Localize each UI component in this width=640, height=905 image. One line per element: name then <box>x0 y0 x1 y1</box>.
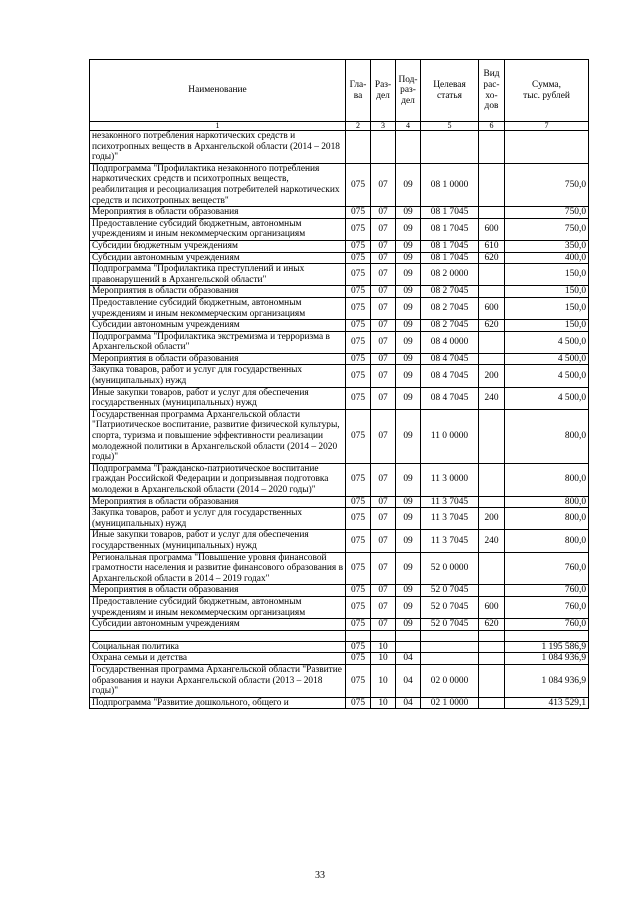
row-glava: 075 <box>346 240 371 252</box>
row-name: Предоставление субсидий бюджетным, автономным учреждениям и иным некоммерческим организациям <box>90 297 346 319</box>
row-podrazdel: 09 <box>396 508 421 530</box>
row-name: Мероприятия в области образования <box>90 207 346 219</box>
row-sum: 1 084 936,9 <box>505 653 589 665</box>
row-target: 52 0 0000 <box>421 552 479 585</box>
row-razdel: 07 <box>371 163 396 206</box>
row-podrazdel: 09 <box>396 409 421 463</box>
table-row <box>90 131 589 164</box>
row-glava: 075 <box>346 331 371 353</box>
row-razdel: 07 <box>371 218 396 240</box>
row-target: 08 4 7045 <box>421 365 479 387</box>
row-name: Государственная программа Архангельской области "Патриотическое воспитание, развитие физической культуры, спорта, туризма и повышение эффективности реализации молодежной политики в Архангельской области (2014 – 2020 годы)" <box>90 409 346 463</box>
row-razdel: 07 <box>371 252 396 264</box>
row-vid: 240 <box>479 530 505 552</box>
row-name: Мероприятия в области образования <box>90 286 346 298</box>
row-razdel <box>371 131 396 164</box>
row-glava: 075 <box>346 463 371 496</box>
table-row <box>90 240 589 252</box>
row-podrazdel <box>396 641 421 653</box>
table-row <box>90 653 589 665</box>
row-vid <box>479 664 505 697</box>
row-sum: 750,0 <box>505 207 589 219</box>
row-target: 11 3 7045 <box>421 508 479 530</box>
row-razdel: 10 <box>371 653 396 665</box>
table-row <box>90 365 589 387</box>
row-razdel: 07 <box>371 240 396 252</box>
row-name: Подпрограмма "Профилактика незаконного потребления наркотических средств и психотропных веществ, реабилитация и ресоциализация потребителей наркотических средств и психотропных веществ" <box>90 163 346 206</box>
row-sum: 4 500,0 <box>505 387 589 409</box>
table-row <box>90 252 589 264</box>
row-glava: 075 <box>346 496 371 508</box>
row-name: Мероприятия в области образования <box>90 585 346 597</box>
header-sum: Сумма, тыс. рублей <box>505 60 589 122</box>
table-row <box>90 585 589 597</box>
table-row <box>90 320 589 332</box>
row-razdel: 07 <box>371 353 396 365</box>
row-name <box>90 630 346 641</box>
row-name: Мероприятия в области образования <box>90 496 346 508</box>
row-name: незаконного потребления наркотических средств и психотропных веществ в Архангельской области (2014 – 2018 годы)" <box>90 131 346 164</box>
row-podrazdel: 09 <box>396 496 421 508</box>
row-name: Субсидии бюджетным учреждениям <box>90 240 346 252</box>
row-podrazdel: 09 <box>396 552 421 585</box>
row-target: 08 1 7045 <box>421 207 479 219</box>
header-target: Целевая статья <box>421 60 479 122</box>
row-podrazdel: 09 <box>396 286 421 298</box>
row-glava: 075 <box>346 641 371 653</box>
row-glava: 075 <box>346 297 371 319</box>
row-razdel: 07 <box>371 365 396 387</box>
row-sum: 800,0 <box>505 530 589 552</box>
row-razdel: 07 <box>371 508 396 530</box>
row-sum: 760,0 <box>505 585 589 597</box>
row-razdel: 07 <box>371 286 396 298</box>
row-podrazdel: 09 <box>396 596 421 618</box>
table-row <box>90 641 589 653</box>
table-row <box>90 496 589 508</box>
row-vid <box>479 409 505 463</box>
table-row <box>90 264 589 286</box>
row-target: 02 0 0000 <box>421 664 479 697</box>
row-sum: 150,0 <box>505 264 589 286</box>
row-glava: 075 <box>346 207 371 219</box>
column-number: 7 <box>505 122 589 131</box>
row-glava: 075 <box>346 653 371 665</box>
row-name: Закупка товаров, работ и услуг для государственных (муниципальных) нужд <box>90 508 346 530</box>
table-row <box>90 207 589 219</box>
row-glava: 075 <box>346 218 371 240</box>
row-sum: 4 500,0 <box>505 365 589 387</box>
row-target: 08 1 7045 <box>421 252 479 264</box>
row-vid <box>479 463 505 496</box>
row-razdel: 07 <box>371 552 396 585</box>
row-razdel: 07 <box>371 596 396 618</box>
table-row <box>90 630 589 641</box>
row-razdel: 07 <box>371 530 396 552</box>
row-vid <box>479 653 505 665</box>
row-vid: 200 <box>479 508 505 530</box>
row-glava: 075 <box>346 286 371 298</box>
row-podrazdel: 09 <box>396 320 421 332</box>
row-name: Подпрограмма "Развитие дошкольного, общего и <box>90 697 346 709</box>
row-glava: 075 <box>346 530 371 552</box>
row-sum: 400,0 <box>505 252 589 264</box>
row-podrazdel: 04 <box>396 653 421 665</box>
row-sum: 760,0 <box>505 552 589 585</box>
row-glava: 075 <box>346 409 371 463</box>
row-sum <box>505 131 589 164</box>
row-podrazdel: 09 <box>396 240 421 252</box>
row-target: 11 0 0000 <box>421 409 479 463</box>
row-vid <box>479 630 505 641</box>
row-podrazdel: 09 <box>396 264 421 286</box>
row-sum: 750,0 <box>505 163 589 206</box>
row-glava: 075 <box>346 264 371 286</box>
row-podrazdel <box>396 131 421 164</box>
row-sum: 800,0 <box>505 508 589 530</box>
header-glava: Гла- ва <box>346 60 371 122</box>
row-target: 08 4 7045 <box>421 353 479 365</box>
row-name: Субсидии автономным учреждениям <box>90 320 346 332</box>
row-sum: 350,0 <box>505 240 589 252</box>
row-vid: 200 <box>479 365 505 387</box>
row-razdel: 07 <box>371 496 396 508</box>
row-vid: 600 <box>479 218 505 240</box>
row-name: Предоставление субсидий бюджетным, автономным учреждениям и иным некоммерческим организациям <box>90 218 346 240</box>
row-name: Подпрограмма "Профилактика преступлений и иных правонарушений в Архангельской области" <box>90 264 346 286</box>
row-name: Субсидии автономным учреждениям <box>90 619 346 631</box>
column-number: 2 <box>346 122 371 131</box>
table-row <box>90 552 589 585</box>
row-podrazdel: 09 <box>396 619 421 631</box>
row-target: 52 0 7045 <box>421 619 479 631</box>
row-name: Государственная программа Архангельской области "Развитие образования и науки Архангельской области (2013 – 2018 годы)" <box>90 664 346 697</box>
row-sum: 4 500,0 <box>505 331 589 353</box>
row-razdel: 07 <box>371 463 396 496</box>
table-row <box>90 596 589 618</box>
row-vid <box>479 131 505 164</box>
row-target: 11 3 7045 <box>421 496 479 508</box>
row-target: 08 2 7045 <box>421 286 479 298</box>
row-glava: 075 <box>346 619 371 631</box>
table-header <box>90 60 589 131</box>
row-name: Иные закупки товаров, работ и услуг для обеспечения государственных (муниципальных) нужд <box>90 387 346 409</box>
row-podrazdel: 09 <box>396 163 421 206</box>
row-sum: 4 500,0 <box>505 353 589 365</box>
row-vid <box>479 585 505 597</box>
row-glava: 075 <box>346 664 371 697</box>
row-name: Подпрограмма "Гражданско-патриотическое воспитание граждан Российской Федерации и допризывная подготовка молодежи в Архангельской области (2014 – 2020 годы)" <box>90 463 346 496</box>
header-podrazdel: Под- раз- дел <box>396 60 421 122</box>
row-podrazdel: 09 <box>396 353 421 365</box>
row-vid: 600 <box>479 596 505 618</box>
column-number: 3 <box>371 122 396 131</box>
table-row <box>90 697 589 709</box>
row-glava: 075 <box>346 252 371 264</box>
row-sum: 750,0 <box>505 218 589 240</box>
row-name: Охрана семьи и детства <box>90 653 346 665</box>
row-vid <box>479 163 505 206</box>
row-razdel: 07 <box>371 387 396 409</box>
row-glava: 075 <box>346 585 371 597</box>
row-vid <box>479 697 505 709</box>
row-podrazdel: 09 <box>396 585 421 597</box>
row-podrazdel: 04 <box>396 664 421 697</box>
row-podrazdel: 09 <box>396 297 421 319</box>
row-sum: 760,0 <box>505 619 589 631</box>
column-number: 1 <box>90 122 346 131</box>
column-number: 5 <box>421 122 479 131</box>
table-row <box>90 331 589 353</box>
row-sum: 150,0 <box>505 297 589 319</box>
table-row <box>90 286 589 298</box>
row-razdel: 07 <box>371 585 396 597</box>
row-podrazdel: 09 <box>396 331 421 353</box>
row-sum: 800,0 <box>505 496 589 508</box>
row-name: Мероприятия в области образования <box>90 353 346 365</box>
row-target: 02 1 0000 <box>421 697 479 709</box>
table-row <box>90 353 589 365</box>
row-vid <box>479 353 505 365</box>
row-target: 08 2 7045 <box>421 297 479 319</box>
row-glava: 075 <box>346 365 371 387</box>
header-row <box>90 60 589 122</box>
column-number: 6 <box>479 122 505 131</box>
row-target <box>421 630 479 641</box>
row-glava <box>346 630 371 641</box>
budget-table <box>89 59 589 709</box>
row-name: Иные закупки товаров, работ и услуг для обеспечения государственных (муниципальных) нужд <box>90 530 346 552</box>
row-target: 08 4 7045 <box>421 387 479 409</box>
row-target: 08 2 7045 <box>421 320 479 332</box>
row-razdel: 10 <box>371 641 396 653</box>
row-glava: 075 <box>346 552 371 585</box>
row-sum: 760,0 <box>505 596 589 618</box>
row-name: Социальная политика <box>90 641 346 653</box>
row-glava: 075 <box>346 508 371 530</box>
table-row <box>90 664 589 697</box>
row-podrazdel: 04 <box>396 697 421 709</box>
page-number: 33 <box>315 870 325 881</box>
row-vid <box>479 264 505 286</box>
row-target <box>421 641 479 653</box>
row-podrazdel: 09 <box>396 365 421 387</box>
row-target: 08 1 7045 <box>421 240 479 252</box>
table-row <box>90 409 589 463</box>
row-podrazdel: 09 <box>396 530 421 552</box>
row-target: 52 0 7045 <box>421 585 479 597</box>
row-glava: 075 <box>346 697 371 709</box>
table-row <box>90 387 589 409</box>
row-razdel: 07 <box>371 619 396 631</box>
row-target: 08 1 0000 <box>421 163 479 206</box>
row-razdel: 07 <box>371 320 396 332</box>
row-sum: 1 195 586,9 <box>505 641 589 653</box>
row-podrazdel <box>396 630 421 641</box>
row-sum <box>505 630 589 641</box>
row-target: 52 0 7045 <box>421 596 479 618</box>
row-sum: 150,0 <box>505 320 589 332</box>
row-podrazdel: 09 <box>396 387 421 409</box>
table-row <box>90 508 589 530</box>
row-sum: 800,0 <box>505 463 589 496</box>
table-row <box>90 530 589 552</box>
header-razdel: Раз- дел <box>371 60 396 122</box>
row-podrazdel: 09 <box>396 218 421 240</box>
row-name: Закупка товаров, работ и услуг для государственных (муниципальных) нужд <box>90 365 346 387</box>
row-target: 11 3 7045 <box>421 530 479 552</box>
row-vid: 620 <box>479 252 505 264</box>
row-name: Подпрограмма "Профилактика экстремизма и терроризма в Архангельской области" <box>90 331 346 353</box>
row-name: Предоставление субсидий бюджетным, автономным учреждениям и иным некоммерческим организациям <box>90 596 346 618</box>
row-razdel: 07 <box>371 297 396 319</box>
column-number: 4 <box>396 122 421 131</box>
row-vid: 620 <box>479 320 505 332</box>
row-razdel: 10 <box>371 697 396 709</box>
row-vid <box>479 552 505 585</box>
column-number-row <box>90 122 589 131</box>
header-name: Наименование <box>90 60 346 122</box>
row-podrazdel: 09 <box>396 207 421 219</box>
row-target <box>421 131 479 164</box>
row-target: 08 2 0000 <box>421 264 479 286</box>
row-glava <box>346 131 371 164</box>
row-name: Региональная программа "Повышение уровня финансовой грамотности населения и развитие финансового образования в Архангельской области в 2014 – 2019 годах" <box>90 552 346 585</box>
row-vid: 240 <box>479 387 505 409</box>
table-row <box>90 218 589 240</box>
row-name: Субсидии автономным учреждениям <box>90 252 346 264</box>
row-glava: 075 <box>346 387 371 409</box>
row-razdel: 07 <box>371 409 396 463</box>
row-sum: 800,0 <box>505 409 589 463</box>
table-body <box>90 131 589 709</box>
row-podrazdel: 09 <box>396 463 421 496</box>
row-sum: 413 529,1 <box>505 697 589 709</box>
row-sum: 1 084 936,9 <box>505 664 589 697</box>
row-vid <box>479 496 505 508</box>
row-vid <box>479 286 505 298</box>
table-row <box>90 163 589 206</box>
row-target: 08 4 0000 <box>421 331 479 353</box>
row-razdel <box>371 630 396 641</box>
row-glava: 075 <box>346 596 371 618</box>
table-row <box>90 619 589 631</box>
row-vid: 610 <box>479 240 505 252</box>
row-glava: 075 <box>346 163 371 206</box>
row-target: 08 1 7045 <box>421 218 479 240</box>
row-razdel: 07 <box>371 264 396 286</box>
row-vid <box>479 207 505 219</box>
row-glava: 075 <box>346 353 371 365</box>
table-row <box>90 463 589 496</box>
row-vid: 620 <box>479 619 505 631</box>
header-vid: Вид рас- хо- дов <box>479 60 505 122</box>
row-glava: 075 <box>346 320 371 332</box>
row-sum: 150,0 <box>505 286 589 298</box>
row-vid: 600 <box>479 297 505 319</box>
table-row <box>90 297 589 319</box>
row-razdel: 10 <box>371 664 396 697</box>
row-razdel: 07 <box>371 207 396 219</box>
row-vid <box>479 331 505 353</box>
row-podrazdel: 09 <box>396 252 421 264</box>
row-vid <box>479 641 505 653</box>
row-target <box>421 653 479 665</box>
row-razdel: 07 <box>371 331 396 353</box>
row-target: 11 3 0000 <box>421 463 479 496</box>
